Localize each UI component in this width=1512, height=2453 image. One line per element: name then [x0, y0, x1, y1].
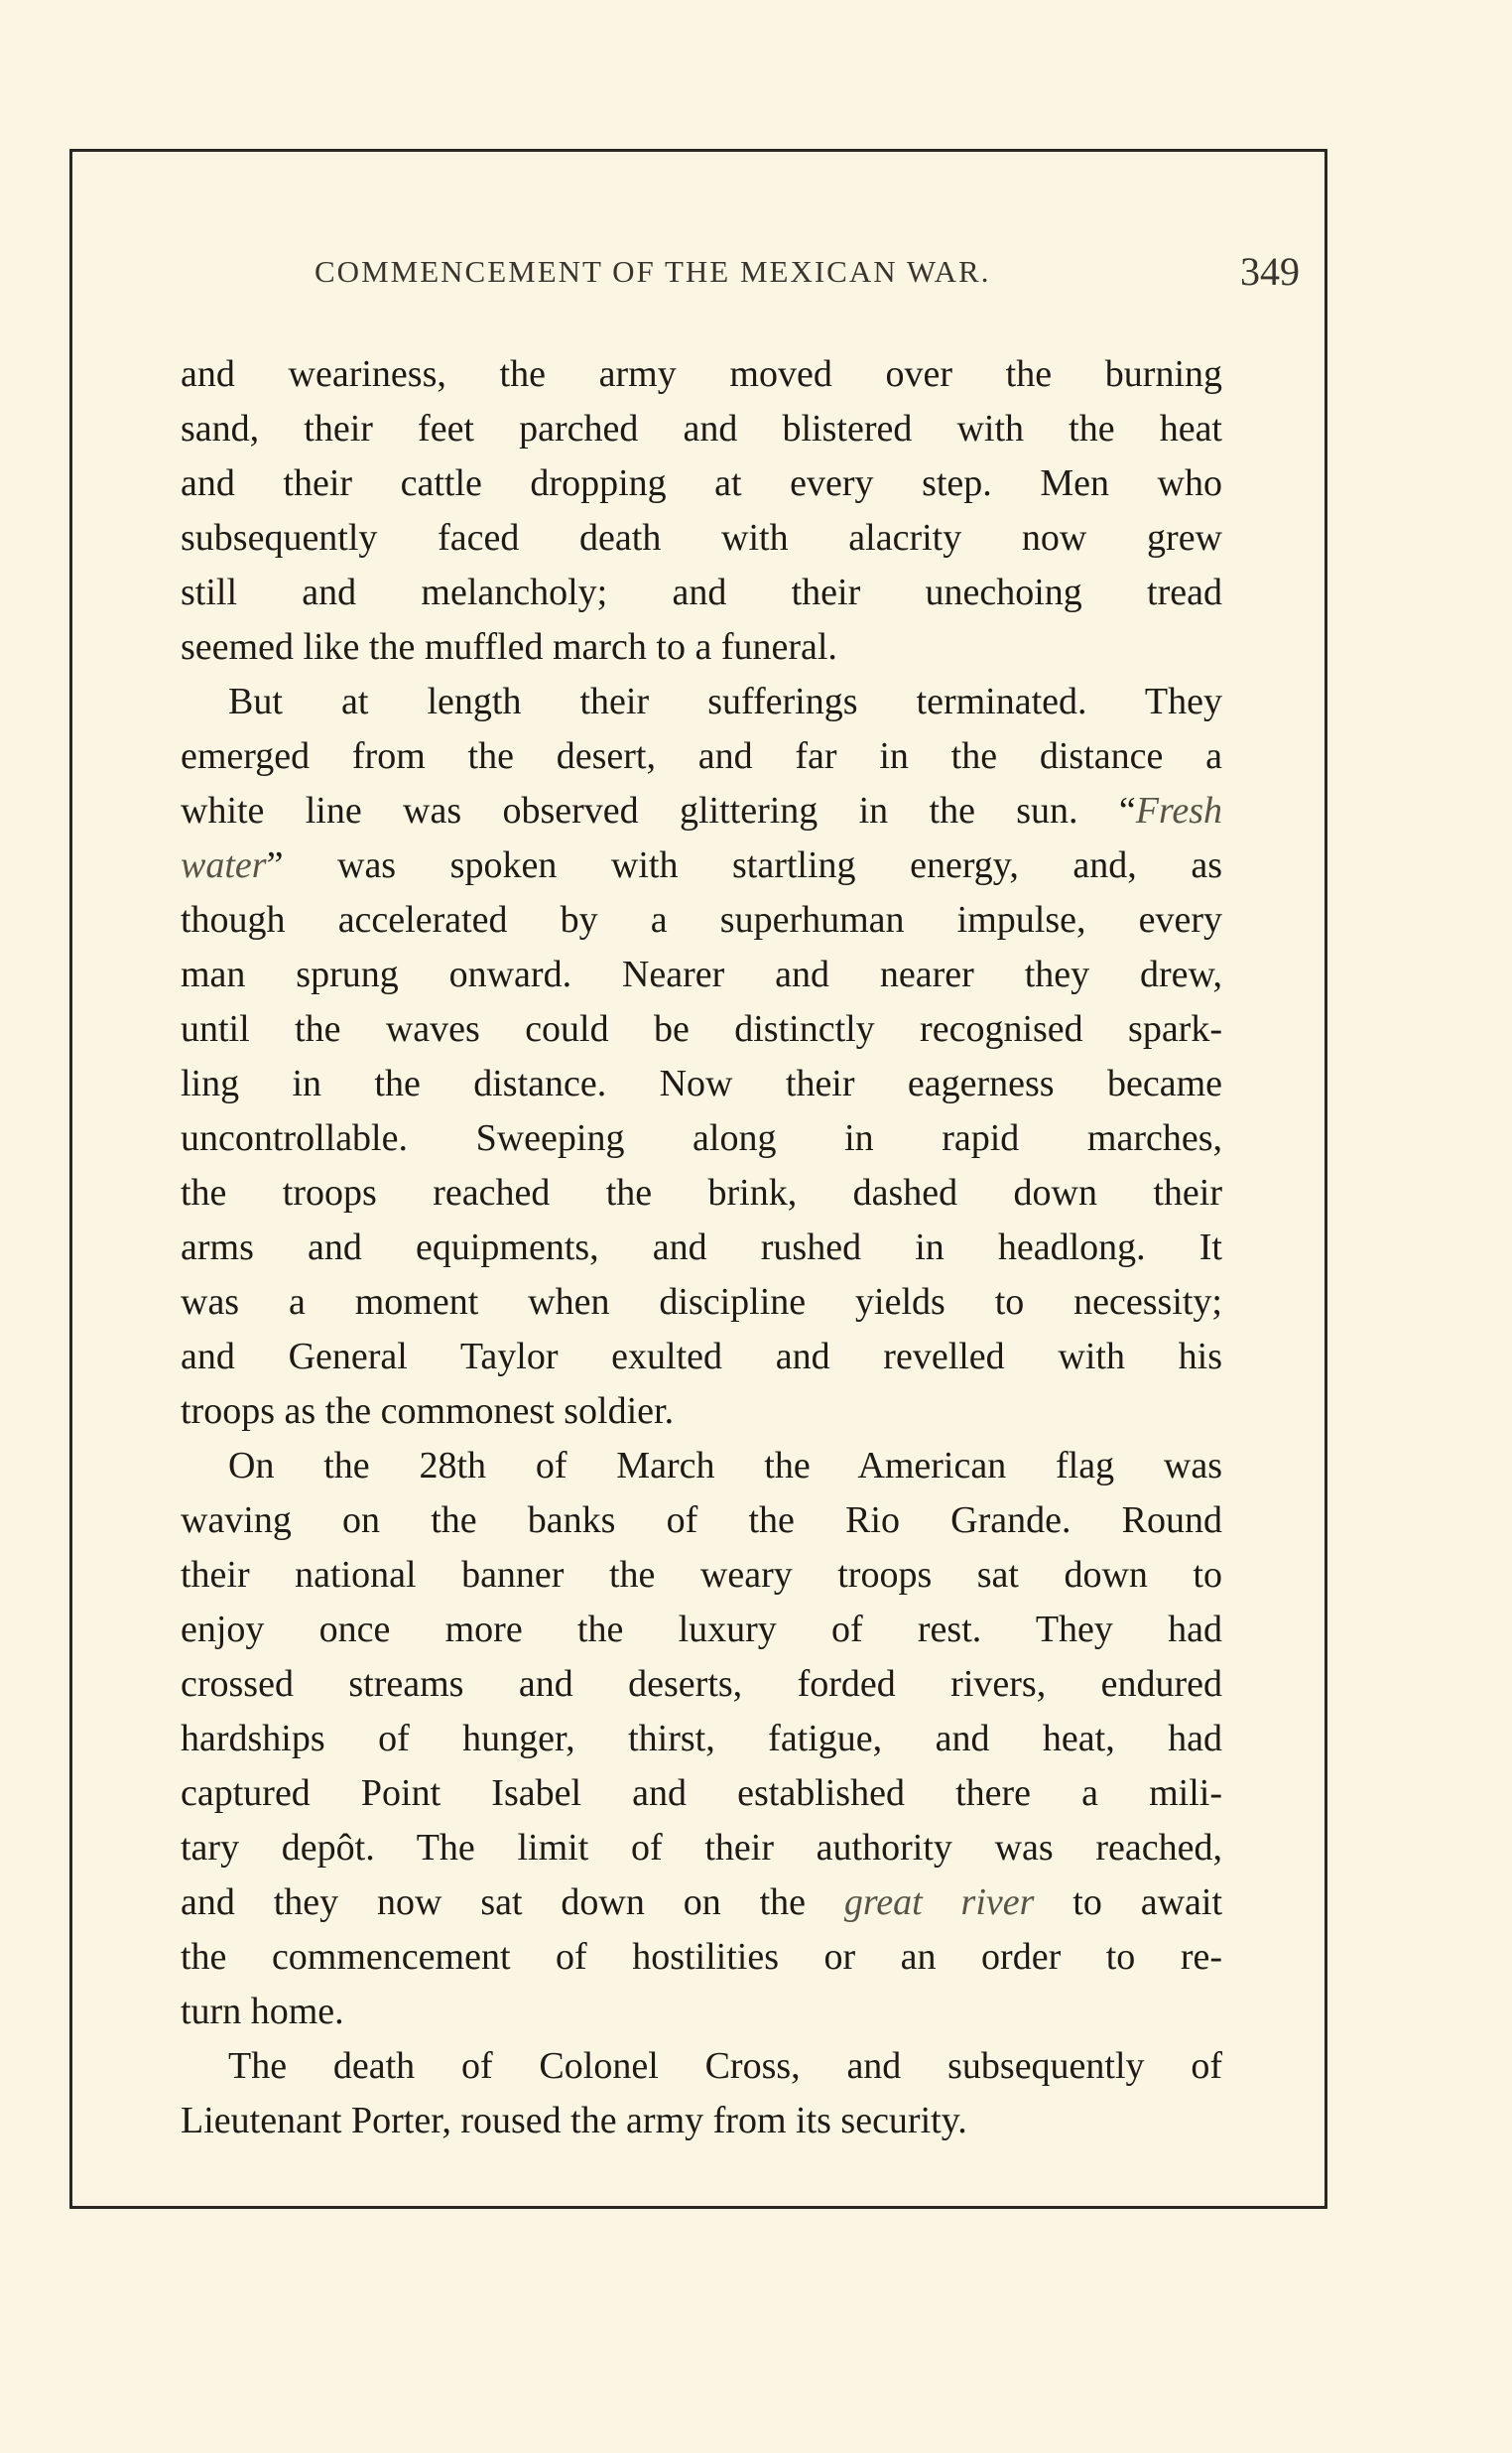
text-segment: to await [1034, 1881, 1223, 1923]
text-line: uncontrollable. Sweeping along in rapid marches, [181, 1117, 1222, 1159]
text-line: But at length their sufferings terminated. They [228, 681, 1222, 722]
text-line: On the 28th of March the American flag was [228, 1445, 1222, 1486]
text-line: ling in the distance. Now their eagerness became [181, 1063, 1222, 1104]
text-line: crossed streams and deserts, forded rivers, endured [181, 1663, 1222, 1705]
text-line: their national banner the weary troops sat down to [181, 1554, 1222, 1596]
text-line: emerged from the desert, and far in the distance a [181, 735, 1222, 777]
text-line: sand, their feet parched and blistered with the heat [181, 408, 1222, 450]
text-line: captured Point Isabel and established there a mili- [181, 1772, 1222, 1814]
text-line: and General Taylor exulted and revelled with his [181, 1336, 1222, 1377]
text-line: subsequently faced death with alacrity now grew [181, 517, 1222, 559]
text-line: was a moment when discipline yields to necessity; [181, 1281, 1222, 1323]
text-line: tary depôt. The limit of their authority was reached, [181, 1827, 1222, 1869]
text-line: and their cattle dropping at every step. Men who [181, 462, 1222, 504]
text-line: the troops reached the brink, dashed down their [181, 1172, 1222, 1214]
text-line: still and melancholy; and their unechoing tread [181, 572, 1222, 613]
page-number: 349 [1240, 249, 1300, 294]
text-line: The death of Colonel Cross, and subsequently of [228, 2045, 1222, 2087]
text-line-composite [181, 839, 1222, 893]
text-line: man sprung onward. Nearer and nearer they drew, [181, 954, 1222, 995]
italic-phrase: Fresh [1135, 790, 1222, 832]
text-line: troops as the commonest soldier. [181, 1390, 675, 1432]
text-line: the commencement of hostilities or an order to re- [181, 1936, 1222, 1978]
text-line: enjoy once more the luxury of rest. They had [181, 1609, 1222, 1650]
text-line: arms and equipments, and rushed in headlong. It [181, 1226, 1222, 1268]
text-line: until the waves could be distinctly recognised spark- [181, 1008, 1222, 1050]
text-segment: ” was spoken with startling energy, and, as [266, 844, 1222, 886]
text-segment: and they now sat down on the [181, 1881, 844, 1923]
text-line: Lieutenant Porter, roused the army from its security. [181, 2100, 967, 2141]
running-title: COMMENCEMENT OF THE MEXICAN WAR. [315, 254, 991, 289]
text-line-composite [181, 784, 1222, 839]
text-line: seemed like the muffled march to a funeral. [181, 626, 837, 668]
italic-phrase: water [181, 844, 267, 886]
text-line: waving on the banks of the Rio Grande. Round [181, 1499, 1222, 1541]
text-line: and weariness, the army moved over the burning [181, 353, 1222, 395]
text-segment: white line was observed glittering in the sun. “ [181, 790, 1136, 832]
italic-phrase: great river [843, 1881, 1035, 1923]
text-line-composite [181, 1875, 1222, 1930]
text-line: hardships of hunger, thirst, fatigue, and heat, had [181, 1718, 1222, 1759]
running-head [181, 249, 1312, 304]
text-line: though accelerated by a superhuman impulse, every [181, 899, 1222, 941]
body-text [181, 347, 1222, 2148]
text-line: turn home. [181, 1991, 344, 2032]
